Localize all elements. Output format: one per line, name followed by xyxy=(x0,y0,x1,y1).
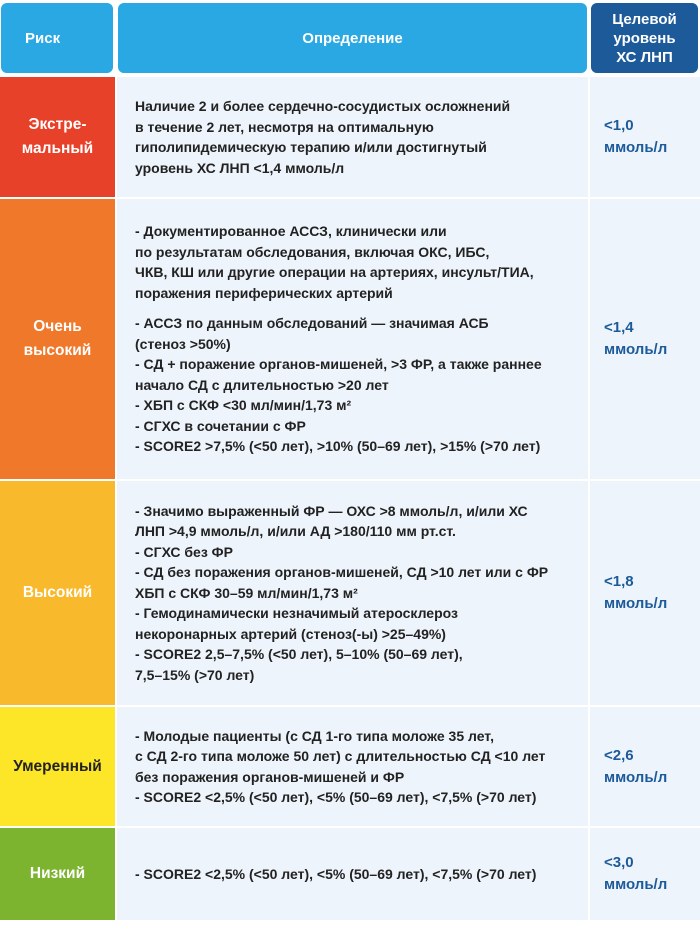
definition-line: - АССЗ по данным обследований — значимая АСБ xyxy=(135,315,489,332)
definition-cell xyxy=(117,481,588,705)
definition-line: 7,5–15% (>70 лет) xyxy=(135,666,255,683)
definition-line: с СД 2-го типа моложе 50 лет) с длительностью СД <10 лет xyxy=(135,748,546,764)
target-value: <1,4 xyxy=(604,319,634,336)
definition-line: (стеноз >50%) xyxy=(135,335,231,352)
definition-line: по результатам обследования, включая ОКС, ИБС, xyxy=(135,243,490,260)
risk-label: Умеренный xyxy=(13,757,102,775)
definition-cell xyxy=(117,199,588,479)
target-unit: ммоль/л xyxy=(604,341,668,358)
definition-cell xyxy=(117,707,588,826)
risk-cell-extreme xyxy=(0,77,115,197)
target-value: <2,6 xyxy=(604,746,634,764)
risk-row-extreme xyxy=(0,77,700,197)
risk-label: мальный xyxy=(21,140,94,157)
definition-line: - СГХС без ФР xyxy=(135,543,233,560)
definition-line: Наличие 2 и более сердечно-сосудистых осложнений xyxy=(135,98,511,114)
definition-line: начало СД с длительностью >20 лет xyxy=(135,376,389,393)
target-cell xyxy=(590,828,700,920)
definition-cell xyxy=(117,77,588,197)
definition-line: ХБП с СКФ 30–59 мл/мин/1,73 м² xyxy=(135,584,358,601)
header-target xyxy=(591,3,698,73)
risk-row-moderate xyxy=(0,707,700,826)
target-cell xyxy=(590,77,700,197)
risk-row-very-high xyxy=(0,199,700,479)
header-definition xyxy=(118,3,587,73)
target-unit: ммоль/л xyxy=(604,876,668,893)
definition-cell xyxy=(117,828,588,920)
risk-label: Высокий xyxy=(22,584,93,601)
definition-line: - СД без поражения органов-мишеней, СД >10 лет или с ФР xyxy=(135,564,549,581)
target-cell xyxy=(590,199,700,479)
definition-line: ЛНП >4,9 ммоль/л, и/или АД >180/110 мм рт.ст. xyxy=(135,523,456,540)
definition-line: - СГХС в сочетании с ФР xyxy=(135,417,306,434)
definition-line: гиполипидемическую терапию и/или достигнутый xyxy=(135,139,487,155)
definition-line: - СД + поражение органов-мишеней, >3 ФР, а также раннее xyxy=(135,356,542,373)
definition-line: - SCORE2 <2,5% (<50 лет), <5% (50–69 лет), <7,5% (>70 лет) xyxy=(135,789,537,805)
target-value: <1,8 xyxy=(604,573,634,590)
definition-line: - SCORE2 >7,5% (<50 лет), >10% (50–69 лет), >15% (>70 лет) xyxy=(135,438,541,455)
risk-label: высокий xyxy=(23,342,92,359)
definition-line: - SCORE2 2,5–7,5% (<50 лет), 5–10% (50–69 лет), xyxy=(135,646,463,663)
target-unit: ммоль/л xyxy=(604,768,668,786)
risk-label: Экстре- xyxy=(28,116,87,133)
header-target-line: ХС ЛНП xyxy=(616,48,673,66)
paragraph-gap xyxy=(135,303,578,313)
definition-line: - Гемодинамически незначимый атеросклероз xyxy=(135,605,458,622)
target-value: <1,0 xyxy=(604,117,634,134)
risk-label: Низкий xyxy=(29,865,86,882)
definition-line: уровень ХС ЛНП <1,4 ммоль/л xyxy=(135,159,345,176)
definition-line: - Документированное АССЗ, клинически или xyxy=(135,223,447,240)
risk-row-low xyxy=(0,828,700,920)
definition-line: ЧКВ, КШ или другие операции на артериях, инсульт/ТИА, xyxy=(135,264,534,281)
target-unit: ммоль/л xyxy=(604,139,668,156)
target-cell xyxy=(590,707,700,826)
header-target-line: уровень xyxy=(613,29,676,47)
target-value: <3,0 xyxy=(604,854,634,871)
definition-line: - ХБП с СКФ <30 мл/мин/1,73 м² xyxy=(135,397,352,414)
risk-label: Очень xyxy=(33,318,82,335)
risk-row-high xyxy=(0,481,700,705)
target-unit: ммоль/л xyxy=(604,595,668,612)
risk-cell-low xyxy=(0,828,115,920)
definition-line: поражения периферических артерий xyxy=(135,284,393,301)
definition-line: некоронарных артерий (стеноз(-ы) >25–49%) xyxy=(135,625,446,642)
target-cell xyxy=(590,481,700,705)
header-risk-label: Риск xyxy=(25,29,61,47)
header-risk xyxy=(1,3,113,73)
definition-line: в течение 2 лет, несмотря на оптимальную xyxy=(135,118,434,135)
risk-cell-high xyxy=(0,481,115,705)
header-definition-label: Определение xyxy=(302,29,403,47)
definition-line: без поражения органов-мишеней и ФР xyxy=(135,768,405,785)
header-target-line: Целевой xyxy=(612,10,677,28)
definition-line: - Молодые пациенты (с СД 1-го типа моложе 35 лет, xyxy=(135,727,495,744)
definition-line: - Значимо выраженный ФР — ОХС >8 ммоль/л, и/или ХС xyxy=(135,502,528,519)
definition-line: - SCORE2 <2,5% (<50 лет), <5% (50–69 лет), <7,5% (>70 лет) xyxy=(135,865,537,882)
risk-cell-moderate xyxy=(0,707,115,826)
risk-cell-very-high xyxy=(0,199,115,479)
